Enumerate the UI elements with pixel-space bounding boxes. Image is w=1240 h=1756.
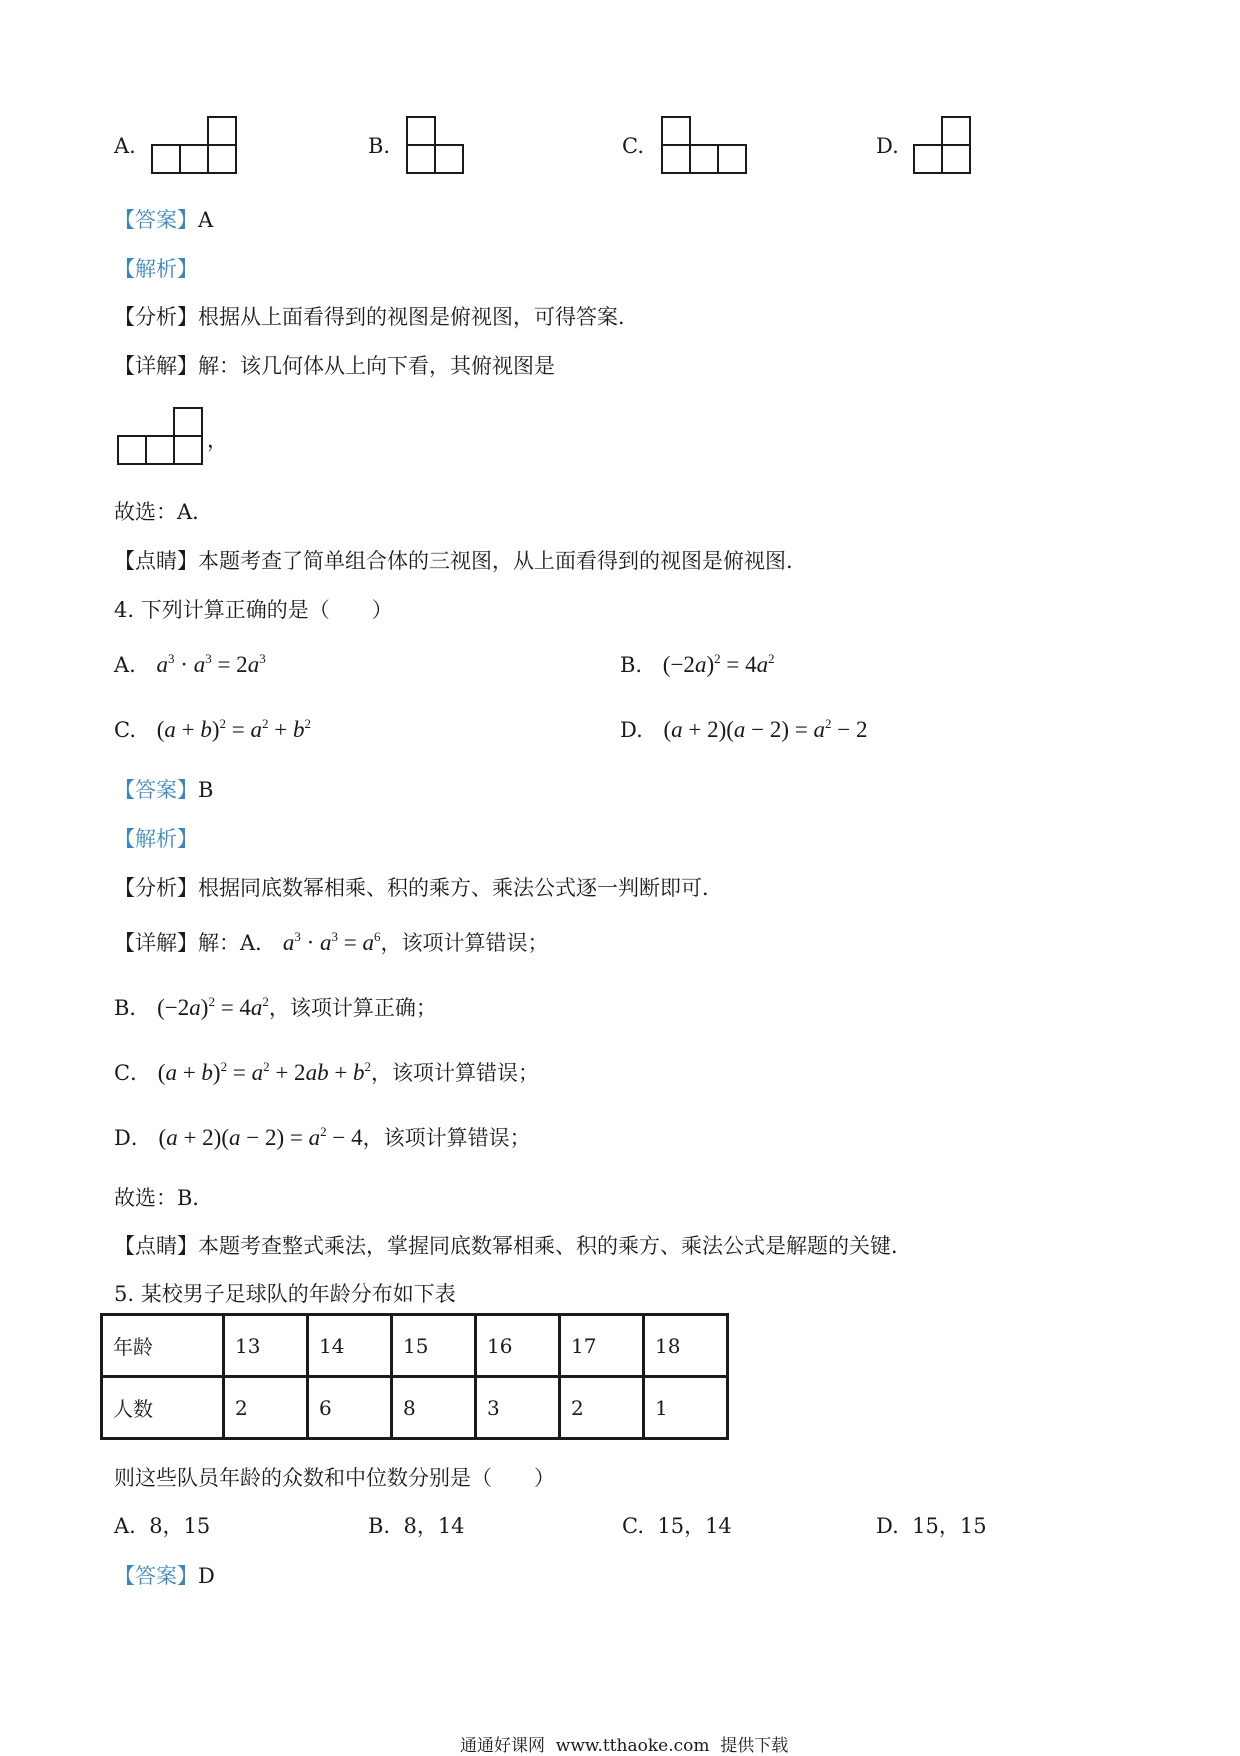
q4-answer [114, 774, 213, 804]
table-cell: 3 [476, 1377, 560, 1439]
table-row [102, 1377, 728, 1439]
table-header-cell: 年龄 [102, 1315, 224, 1377]
q3-xiangjie: 【详解】解：该几何体从上向下看，其俯视图是 [114, 354, 555, 378]
detail-prefix: D． [114, 1126, 152, 1150]
table-header-cell: 人数 [102, 1377, 224, 1439]
q5-answer [114, 1560, 215, 1590]
detail-formula-d: $(a + 2)(a - 2) = a^2 - 4$ [158, 1124, 363, 1150]
page-footer: 通通好课网 www.tthaoke.com 提供下载 [460, 1736, 789, 1756]
table-cell: 15 [392, 1315, 476, 1377]
q4-option-label: C. [114, 718, 136, 742]
table-row [102, 1315, 728, 1377]
detail-prefix: 【详解】解：A． [114, 931, 277, 955]
q4-option-label: D. [620, 718, 643, 742]
q4-analysis-tag: 【解析】 [114, 827, 198, 851]
q4-detail-b [114, 992, 437, 1022]
detail-prefix: C． [114, 1061, 152, 1085]
option-c-figure [660, 113, 752, 175]
answer-value: D [198, 1564, 215, 1588]
detail-prefix: B． [114, 996, 151, 1020]
detail-result: ，该项计算错误； [371, 1061, 540, 1085]
figure-comma: ， [207, 428, 228, 452]
table-cell: 16 [476, 1315, 560, 1377]
answer-tag: 【答案】 [114, 208, 198, 232]
q5-option-a: A. 8，15 [114, 1514, 211, 1538]
table-cell: 18 [644, 1315, 728, 1377]
q4-detail-d [114, 1122, 531, 1152]
table-cell: 6 [308, 1377, 392, 1439]
q5-question: 则这些队员年龄的众数和中位数分别是（ ） [114, 1466, 555, 1490]
q4-option-label: A. [114, 653, 136, 677]
option-d-label: D. [876, 134, 899, 158]
answer-tag: 【答案】 [114, 1564, 198, 1588]
detail-result: ，该项计算错误； [380, 931, 549, 955]
table-cell: 8 [392, 1377, 476, 1439]
option-c-label: C. [622, 134, 644, 158]
table-cell: 13 [224, 1315, 308, 1377]
top-view-figure [116, 404, 208, 466]
q4-formula-b: $(-2a)^2 = 4a^2$ [662, 651, 775, 677]
option-b-label: B. [368, 134, 391, 158]
table-cell: 2 [560, 1377, 644, 1439]
q4-detail-c [114, 1057, 539, 1087]
table-cell: 14 [308, 1315, 392, 1377]
detail-result: ，该项计算错误； [362, 1126, 531, 1150]
detail-formula-c: $(a + b)^2 = a^2 + 2ab + b^2$ [157, 1059, 372, 1085]
q4-option-b [620, 651, 775, 678]
answer-tag: 【答案】 [114, 778, 198, 802]
option-d-figure [912, 113, 978, 175]
age-table [100, 1313, 729, 1440]
q4-choose: 故选：B． [114, 1186, 214, 1210]
q4-dianjing: 【点睛】本题考查整式乘法，掌握同底数幂相乘、积的乘方、乘法公式是解题的关键． [114, 1234, 912, 1258]
option-a-label: A. [114, 134, 136, 158]
q3-fenxi: 【分析】根据从上面看得到的视图是俯视图，可得答案． [114, 305, 639, 329]
q4-option-c [114, 716, 311, 743]
q4-formula-d: $(a + 2)(a - 2) = a^2 - 2$ [663, 716, 868, 742]
q4-fenxi: 【分析】根据同底数幂相乘、积的乘方、乘法公式逐一判断即可． [114, 876, 723, 900]
q4-option-a [114, 651, 266, 678]
detail-formula-b: $(-2a)^2 = 4a^2$ [157, 994, 269, 1020]
q4-option-label: B. [620, 653, 643, 677]
table-cell: 2 [224, 1377, 308, 1439]
q5-option-c: C. 15，14 [622, 1514, 732, 1538]
q5-option-b: B. 8，14 [368, 1514, 465, 1538]
option-a-figure [150, 113, 242, 175]
q4-stem: 4. 下列计算正确的是（ ） [114, 598, 393, 622]
answer-value: A [198, 208, 214, 232]
q3-dianjing: 【点睛】本题考查了简单组合体的三视图，从上面看得到的视图是俯视图． [114, 549, 807, 573]
q5-option-d: D. 15，15 [876, 1514, 987, 1538]
detail-formula-a: $a^3 \cdot a^3 = a^6$ [282, 929, 381, 955]
q4-formula-c: $(a + b)^2 = a^2 + b^2$ [156, 716, 311, 742]
q4-detail-a [114, 927, 549, 957]
q3-choose: 故选：A． [114, 500, 214, 524]
detail-result: ，该项计算正确； [268, 996, 437, 1020]
q4-option-d [620, 716, 868, 743]
table-cell: 1 [644, 1377, 728, 1439]
q5-stem: 5. 某校男子足球队的年龄分布如下表 [114, 1282, 456, 1306]
q4-formula-a: $a^3 \cdot a^3 = 2a^3$ [156, 651, 266, 677]
q3-analysis-tag: 【解析】 [114, 257, 198, 281]
q3-answer [114, 204, 213, 234]
table-cell: 17 [560, 1315, 644, 1377]
option-b-figure [405, 113, 471, 175]
answer-value: B [198, 778, 214, 802]
